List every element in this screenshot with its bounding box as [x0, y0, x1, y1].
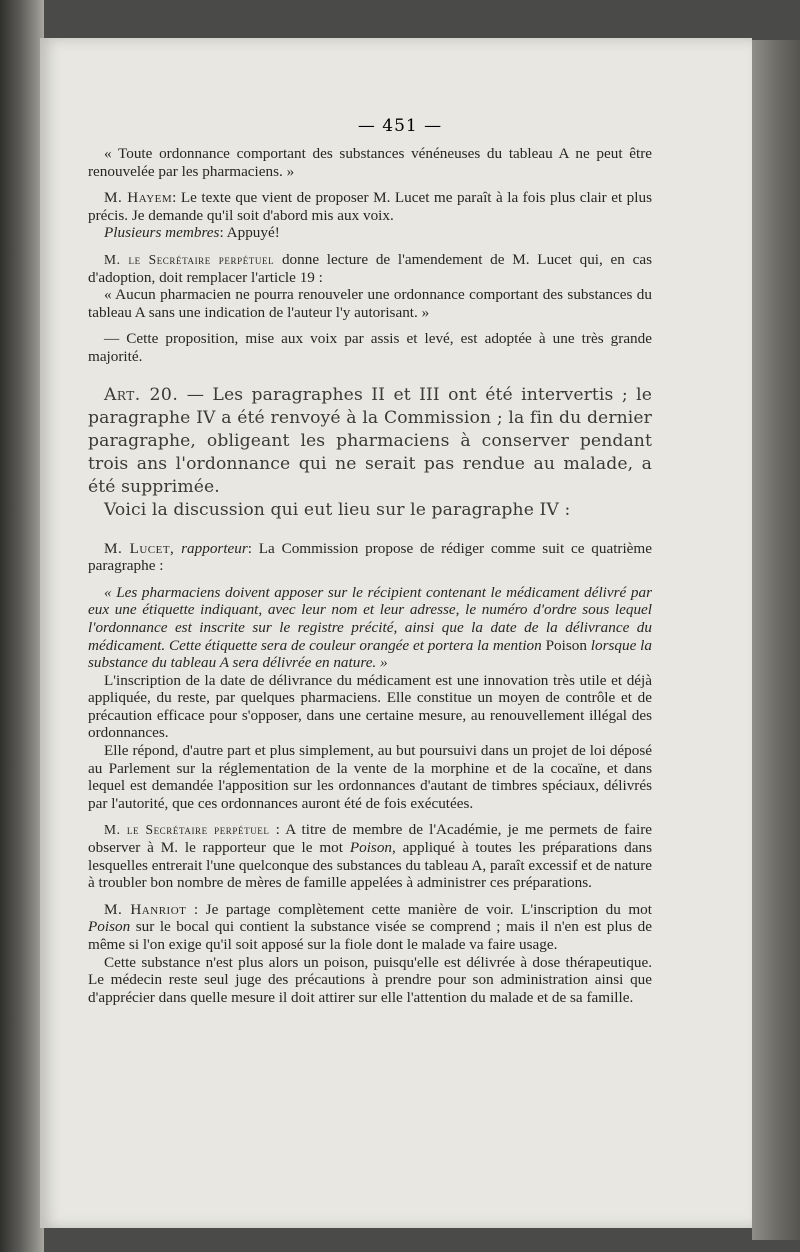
lucet-role: rapporteur — [174, 539, 248, 557]
paragraph-lucet — [88, 540, 652, 575]
paragraph-projet-de-loi: Elle répond, d'autre part et plus simplement, au but poursuivi dans un projet de loi déposé au Parlement sur la réglementation de la vente de la morphine et de la cocaïne, et dans lequel est demandée l'apposition sur les ordonnances d'autant de timbres spéciaux, délivrés par l'autorité, que ces ordonnances auront été de fois exécutées. — [88, 742, 652, 812]
page-edge-shadow — [752, 40, 800, 1240]
quote-paragraph-iv — [88, 584, 652, 672]
quote-amendement: « Aucun pharmacien ne pourra renouveler une ordonnance comportant des substances du tableau A sans une indication de l'auteur l'y autorisant. » — [88, 286, 652, 321]
paragraph-dose-therapeutique: Cette substance n'est plus alors un poison, puisqu'elle est délivrée à dose thérapeutique. Le médecin reste seul juge des précautions à prendre pour son administration ainsi que d'apprécier dans quelle mesure il doit attirer sur elle l'attention du malade et de sa famille. — [88, 953, 652, 1006]
speaker-secretaire-1: M. le Secrétaire perpétuel — [104, 251, 275, 267]
hanriot-part-1: : Je partage complètement cette manière de voir. L'inscription du mot — [186, 900, 652, 918]
paragraph-article-20 — [88, 384, 652, 499]
hayem-text: : Le texte que vient de proposer M. Lucet me paraît à la fois plus clair et plus précis. Je demande qu'il soit d'abord mis aux voix. — [88, 189, 652, 224]
paragraph-discussion-intro: Voici la discussion qui eut lieu sur le paragraphe IV : — [104, 499, 571, 520]
quote-iv-part-2: lorsque la substance du tableau A sera délivrée en nature. » — [88, 636, 652, 672]
speaker-lucet: M. Lucet, — [104, 539, 175, 557]
paragraph-inscription: L'inscription de la date de délivrance du médicament est une innovation très utile et déjà appliquée, du reste, par quelques pharmaciens. Elle constitue un moyen de contrôle et de précaution efficace pour s'opposer, dans une certaine mesure, au renouvellement illégal des ordonnances. — [88, 671, 652, 742]
page-number: — 451 — — [357, 116, 443, 136]
paragraph-hanriot — [88, 901, 652, 954]
paragraph-vote: — Cette proposition, mise aux voix par assis et levé, est adoptée à une très grande majorité. — [88, 330, 652, 365]
hanriot-part-2: sur le bocal qui contient la substance visée se comprend ; mais il n'en est plus de même si l'on exige qu'il soit apposé sur la fiole dont le malade va faire usage. — [88, 918, 652, 953]
article-20-text: — Les paragraphes II et III ont été intervertis ; le paragraphe IV a été renvoyé à la Commission ; la fin du dernier paragraphe, obligeant les pharmaciens à conserver pendant trois ans l'ordonnance qui ne serait pas rendue au malade, a été supprimée. — [88, 384, 652, 497]
secretaire-2-part-2: , appliqué à toutes les préparations dans lesquelles entrerait l'une quelconque des substances du tableau A, paraît excessif et de nature à troubler bon nombre de mères de famille appelées à administrer ces préparations. — [88, 839, 652, 892]
speaker-secretaire-2: M. le Secrétaire perpétuel — [104, 822, 270, 838]
quote-iv-poison: Poison — [541, 636, 591, 654]
quote-tableau-a: « Toute ordonnance comportant des substances vénéneuses du tableau A ne peut être renouvelée par les pharmaciens. » — [88, 145, 652, 180]
speaker-plusieurs-membres: Plusieurs membres — [104, 224, 220, 242]
plusieurs-membres-text: : Appuyé! — [219, 224, 280, 242]
speaker-hayem: M. Hayem — [104, 189, 173, 207]
article-20-label: Art. 20. — [104, 384, 179, 405]
paragraph-secretaire-1 — [88, 251, 652, 286]
secretaire-2-poison: Poison — [342, 839, 393, 857]
paragraph-plusieurs-membres — [88, 224, 652, 242]
secretaire-1-text: donne lecture de l'amendement de M. Lucet qui, en cas d'adoption, doit remplacer l'article 19 : — [88, 250, 652, 286]
hanriot-poison: Poison — [88, 918, 131, 936]
paragraph-secretaire-2 — [88, 821, 652, 891]
book-gutter — [0, 0, 44, 1252]
secretaire-2-part-1: : A titre de membre de l'Académie, je me permets de faire observer à M. le rapporteur que le mot — [88, 821, 653, 857]
paragraph-hayem — [88, 189, 652, 224]
quote-iv-part-1: « Les pharmaciens doivent apposer sur le récipient contenant le médicament délivré par eux une étiquette indiquant, avec leur nom et leur adresse, le numéro d'ordre sous lequel l'ordonnance est inscrite sur le registre précité, ainsi que la date de la délivrance du médicament. Cette étiquette sera de couleur orangée et portera la mention — [88, 583, 652, 654]
lucet-text: : La Commission propose de rédiger comme suit ce quatrième paragraphe : — [88, 539, 652, 575]
speaker-hanriot: M. Hanriot — [104, 900, 187, 918]
page-text — [88, 145, 652, 1006]
